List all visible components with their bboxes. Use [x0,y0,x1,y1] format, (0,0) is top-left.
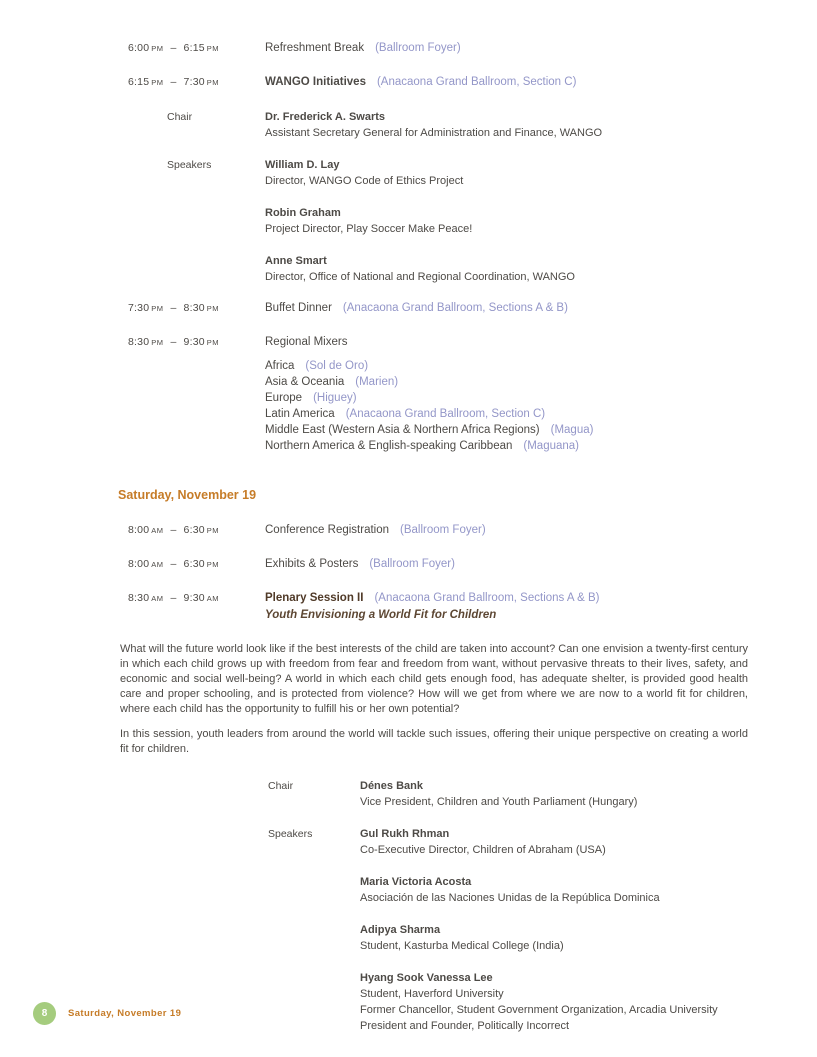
regional-mixer-item [265,358,748,374]
event-title: Regional Mixers [265,336,348,348]
start-time: 6:00 [128,42,150,54]
time-dash: – [170,336,177,348]
person-name: Anne Smart [265,255,327,267]
page-number: 8 [41,1008,48,1019]
speakers-label-spacer [268,874,360,906]
person-entry [360,970,718,1034]
event-location: (Ballroom Foyer) [400,524,486,536]
time-dash: – [170,76,177,88]
schedule-event-row [120,557,748,572]
speakers-label-spacer [167,253,265,285]
event-location: (Anacaona Grand Ballroom, Sections A & B) [374,592,600,604]
end-period: PM [206,560,220,569]
end-period: PM [206,338,220,347]
schedule-event-row [120,41,748,56]
mixer-region: Middle East (Western Asia & Northern Africa Regions) [265,424,540,436]
event-title: Refreshment Break [265,42,365,54]
page-number-badge [33,1002,56,1025]
regional-mixer-item [265,406,748,422]
event-location: (Ballroom Foyer) [369,558,455,570]
start-time: 8:00 [128,558,150,570]
person-name: William D. Lay [265,159,340,171]
event-title: Exhibits & Posters [265,558,359,570]
start-period: PM [151,304,164,313]
session-description-paragraph: In this session, youth leaders from around the world will tackle such issues, offering their unique perspective on creating a world fit for children. [120,728,748,755]
end-period: AM [206,594,220,603]
person-entry [265,157,463,189]
regional-mixer-item [265,438,748,454]
mixer-region: Northern America & English-speaking Caribbean [265,440,513,452]
speaker-row [120,970,748,1034]
schedule-event-row [120,301,748,316]
start-period: AM [151,560,164,569]
mixer-location: (Higuey) [313,392,357,404]
session-description-paragraph: What will the future world look like if the best interests of the child are taken into account? Can one envision a twenty-first century in which each child grows up with freedom from fear and freedom from want, without pervasive threats to their lives, safety, and economic and social well-being? A world in which each child gets enough food, has adequate shelter, is provided good health care and proper schooling, and is protected from violence? How will we get from where we are now to a world fit for children, where each child has the opportunity to fulfill his or her own potential? [120,643,748,715]
end-time: 6:15 [183,42,205,54]
event-time-range [120,523,265,538]
speaker-row [120,205,748,237]
event-body [265,301,568,316]
schedule-event-row [120,75,748,90]
person-role: Student, Kasturba Medical College (India) [360,940,564,952]
person-role: Director, WANGO Code of Ethics Project [265,175,464,187]
time-dash: – [170,302,177,314]
person-role: Vice President, Children and Youth Parliament (Hungary) [360,796,638,808]
person-role: Assistant Secretary General for Administration and Finance, WANGO [265,127,603,139]
mixer-region: Asia & Oceania [265,376,345,388]
event-location: (Ballroom Foyer) [375,42,461,54]
end-time: 7:30 [183,76,205,88]
event-body [265,591,599,623]
person-name: Gul Rukh Rhman [360,828,450,840]
event-body [265,335,347,350]
start-period: AM [151,526,164,535]
person-entry [360,874,660,906]
person-role: Asociación de las Naciones Unidas de la República Dominica [360,892,660,904]
mixer-location: (Marien) [355,376,399,388]
person-name: Hyang Sook Vanessa Lee [360,972,493,984]
mixer-location: (Maguana) [523,440,580,452]
schedule-event-row [120,523,748,538]
event-time-range [120,591,265,623]
person-name: Adipya Sharma [360,924,441,936]
person-entry [360,826,606,858]
person-name: Maria Victoria Acosta [360,876,472,888]
event-time-range [120,557,265,572]
end-period: PM [206,304,220,313]
start-period: PM [151,78,164,87]
mixer-location: (Sol de Oro) [305,360,369,372]
event-title: Conference Registration [265,524,390,536]
start-time: 6:15 [128,76,150,88]
speaker-row [120,826,748,858]
time-dash: – [170,558,177,570]
event-time-range [120,75,265,90]
mixer-region: Latin America [265,408,335,420]
end-time: 9:30 [183,592,205,604]
event-body [265,75,576,90]
event-title: Plenary Session II [265,592,364,604]
person-role: Former Chancellor, Student Government Organization, Arcadia University [360,1004,718,1016]
schedule-event-row [120,591,748,623]
mixer-location: (Magua) [550,424,594,436]
speakers-label-spacer [167,205,265,237]
time-dash: – [170,592,177,604]
speakers-label: Speakers [268,828,313,840]
page-footer [33,1002,181,1025]
session-description [120,642,748,757]
speaker-row [120,922,748,954]
event-body [265,523,486,538]
person-role: Student, Haverford University [360,988,504,1000]
program-content [120,41,748,1050]
end-time: 8:30 [183,302,205,314]
chair-label: Chair [268,780,294,792]
event-time-range [120,41,265,56]
end-time: 9:30 [183,336,205,348]
person-entry [265,205,472,237]
mixer-region: Africa [265,360,295,372]
person-entry [360,922,564,954]
time-dash: – [170,524,177,536]
person-entry [265,109,602,141]
speakers-label-spacer [268,922,360,954]
event-subtitle: Youth Envisioning a World Fit for Children [265,609,497,621]
start-period: PM [151,44,164,53]
footer-day-label: Saturday, November 19 [68,1008,182,1019]
person-role: Project Director, Play Soccer Make Peace! [265,223,473,235]
end-time: 6:30 [183,524,205,536]
regional-mixer-item [265,374,748,390]
event-location: (Anacaona Grand Ballroom, Section C) [376,76,577,88]
speaker-row [120,253,748,285]
event-time-range [120,301,265,316]
event-body [265,557,455,572]
end-period: PM [206,78,220,87]
day-heading: Saturday, November 19 [118,488,257,502]
person-role: President and Founder, Politically Incorrect [360,1020,570,1032]
start-time: 8:30 [128,336,150,348]
chair-row [120,778,748,810]
chair-row [120,109,748,141]
end-period: PM [206,44,220,53]
event-time-range [120,335,265,350]
person-role: Co-Executive Director, Children of Abraham (USA) [360,844,606,856]
speaker-row [120,157,748,189]
start-period: PM [151,338,164,347]
event-title: Buffet Dinner [265,302,332,314]
speakers-label-spacer [268,970,360,1034]
person-name: Dénes Bank [360,780,423,792]
regional-mixer-item [265,390,748,406]
speaker-row [120,874,748,906]
end-period: PM [206,526,220,535]
person-entry [360,778,637,810]
mixer-region: Europe [265,392,303,404]
chair-label: Chair [167,111,193,123]
event-title: WANGO Initiatives [265,76,366,88]
person-name: Robin Graham [265,207,341,219]
start-time: 8:30 [128,592,150,604]
mixer-location: (Anacaona Grand Ballroom, Section C) [345,408,546,420]
start-time: 7:30 [128,302,150,314]
regional-mixer-list [265,358,748,454]
person-entry [265,253,575,285]
person-name: Dr. Frederick A. Swarts [265,111,386,123]
speakers-label: Speakers [167,159,212,171]
person-role: Director, Office of National and Regional Coordination, WANGO [265,271,575,283]
end-time: 6:30 [183,558,205,570]
start-period: AM [151,594,164,603]
event-location: (Anacaona Grand Ballroom, Sections A & B) [342,302,568,314]
event-title-line [265,591,599,605]
schedule-event-row [120,335,748,350]
event-body [265,41,461,56]
time-dash: – [170,42,177,54]
regional-mixer-item [265,422,748,438]
start-time: 8:00 [128,524,150,536]
